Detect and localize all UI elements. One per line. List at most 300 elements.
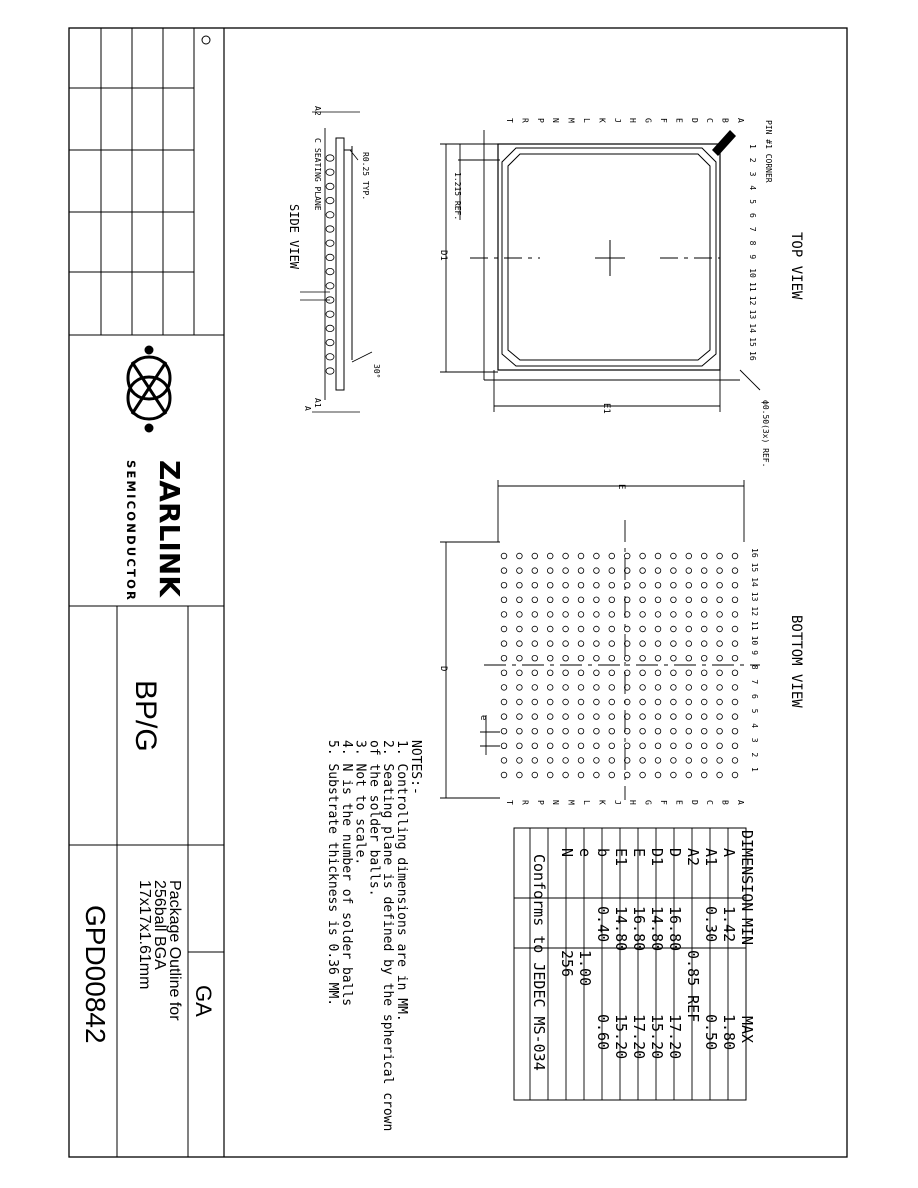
solder-ball xyxy=(671,743,677,749)
solder-ball xyxy=(563,582,569,588)
solder-ball xyxy=(655,582,661,588)
bottom-view-col-label: 14 xyxy=(750,577,759,587)
solder-ball xyxy=(732,655,738,661)
solder-ball xyxy=(640,612,646,618)
solder-ball xyxy=(671,699,677,705)
solder-ball xyxy=(624,743,630,749)
solder-ball xyxy=(640,772,646,778)
substrate xyxy=(336,138,344,390)
solder-ball xyxy=(578,728,584,734)
solder-ball xyxy=(501,728,507,734)
solder-ball xyxy=(532,670,538,676)
solder-ball xyxy=(594,772,600,778)
solder-ball xyxy=(609,626,615,632)
table-footer: Conforms to JEDEC MS-034 xyxy=(530,854,548,1071)
solder-ball xyxy=(717,758,723,764)
bottom-view-col-label: 1 xyxy=(750,767,759,772)
solder-ball xyxy=(640,670,646,676)
solder-ball xyxy=(671,772,677,778)
table-min-cell: 14.80 xyxy=(612,906,630,952)
solder-ball xyxy=(517,582,523,588)
solder-ball xyxy=(701,582,707,588)
solder-ball xyxy=(686,772,692,778)
bottom-view-col-label: 15 xyxy=(750,562,759,573)
table-dimension-cell: E1 xyxy=(612,848,630,867)
solder-ball xyxy=(517,655,523,661)
solder-ball xyxy=(717,743,723,749)
solder-ball xyxy=(609,772,615,778)
a2-label: A2 xyxy=(313,106,322,116)
solder-ball xyxy=(686,670,692,676)
note-line: 3. Not to scale. xyxy=(352,740,368,866)
bottom-view-col-label: 6 xyxy=(750,694,759,699)
top-view-col-label: 9 xyxy=(748,254,757,260)
solder-ball xyxy=(717,714,723,720)
solder-ball xyxy=(655,670,661,676)
solder-ball xyxy=(732,626,738,632)
logo-mark xyxy=(128,347,170,431)
seating-plane-label: SEATING PLANE xyxy=(313,148,322,211)
solder-ball xyxy=(609,568,615,574)
solder-ball xyxy=(686,743,692,749)
solder-ball xyxy=(655,553,661,559)
solder-ball xyxy=(732,699,738,705)
solder-ball xyxy=(701,728,707,734)
bottom-view-col-label: 13 xyxy=(750,591,759,602)
zarlink-logo xyxy=(124,347,186,602)
solder-ball xyxy=(501,641,507,647)
side-solder-ball xyxy=(326,254,334,260)
angle-label: 30° xyxy=(372,364,381,379)
table-max-cell: 0.60 xyxy=(594,1014,612,1051)
solder-ball xyxy=(671,685,677,691)
solder-ball xyxy=(732,728,738,734)
note-line: 2. Seating plane is defined by the spherical crown xyxy=(380,740,396,1132)
solder-ball xyxy=(578,714,584,720)
solder-ball xyxy=(609,714,615,720)
solder-ball xyxy=(563,743,569,749)
top-view-row-label: L xyxy=(582,118,591,123)
notes xyxy=(325,740,423,1131)
solder-ball xyxy=(655,626,661,632)
bottom-view-col-label: 3 xyxy=(750,737,759,743)
solder-ball xyxy=(578,568,584,574)
dimension-table xyxy=(514,828,756,1100)
table-min-cell: 16.80 xyxy=(630,906,648,952)
solder-ball xyxy=(547,743,553,749)
solder-ball xyxy=(563,685,569,691)
solder-ball xyxy=(717,728,723,734)
top-view-row-label: G xyxy=(643,118,653,123)
solder-ball xyxy=(594,699,600,705)
datum-c-label: C xyxy=(313,138,322,143)
solder-ball xyxy=(532,612,538,618)
solder-ball xyxy=(640,568,646,574)
bottom-view-row-label: E xyxy=(674,800,684,805)
top-view-row-label: E xyxy=(674,118,684,123)
table-max-cell: 15.20 xyxy=(648,1014,666,1060)
solder-ball xyxy=(732,772,738,778)
note-line: 5. Substrate thickness is 0.36 MM. xyxy=(325,740,340,1007)
bottom-view-row-label: P xyxy=(535,800,545,805)
solder-ball xyxy=(701,758,707,764)
solder-ball xyxy=(532,568,538,574)
solder-ball xyxy=(547,655,553,661)
solder-ball xyxy=(609,582,615,588)
solder-ball xyxy=(609,655,615,661)
solder-ball xyxy=(532,641,538,647)
a-label: A xyxy=(303,406,312,411)
bottom-view-row-label: T xyxy=(505,800,514,805)
solder-ball xyxy=(578,655,584,661)
solder-ball xyxy=(732,568,738,574)
top-view-row-label: F xyxy=(659,118,668,123)
solder-ball xyxy=(686,612,692,618)
solder-ball xyxy=(671,641,677,647)
side-solder-ball xyxy=(326,197,334,203)
solder-ball xyxy=(532,582,538,588)
solder-ball xyxy=(640,714,646,720)
solder-ball xyxy=(547,758,553,764)
bottom-view-col-label: 4 xyxy=(750,723,759,729)
side-solder-ball xyxy=(326,155,334,161)
side-solder-ball xyxy=(326,169,334,175)
solder-ball xyxy=(671,582,677,588)
bottom-view-col-label: 16 xyxy=(750,548,759,558)
bottom-view-row-label: C xyxy=(705,800,715,805)
solder-ball xyxy=(578,597,584,603)
solder-ball xyxy=(501,743,507,749)
solder-ball xyxy=(671,758,677,764)
top-view-title: TOP VIEW xyxy=(788,232,804,300)
top-view-row-label: H xyxy=(628,118,638,123)
package-code: BP/G xyxy=(129,680,162,752)
solder-ball xyxy=(501,553,507,559)
die-outline xyxy=(502,148,716,366)
side-solder-ball xyxy=(326,268,334,274)
solder-ball xyxy=(594,553,600,559)
d1-dimension-label: D1 xyxy=(438,250,448,261)
solder-ball xyxy=(717,626,723,632)
solder-ball xyxy=(517,553,523,559)
table-dimension-cell: E xyxy=(630,848,648,858)
solder-ball xyxy=(655,612,661,618)
note-line: 4. N is the number of solder balls xyxy=(338,740,354,1007)
solder-ball xyxy=(671,670,677,676)
solder-ball xyxy=(671,714,677,720)
solder-ball xyxy=(701,655,707,661)
solder-ball xyxy=(717,568,723,574)
solder-ball xyxy=(671,597,677,603)
note-line: of the solder balls. xyxy=(366,740,382,897)
top-view-col-label: 2 xyxy=(748,157,757,163)
solder-ball xyxy=(594,758,600,764)
solder-ball xyxy=(686,553,692,559)
d-dimension-label: D xyxy=(438,666,448,672)
solder-ball xyxy=(547,714,553,720)
solder-ball xyxy=(717,772,723,778)
solder-ball xyxy=(717,685,723,691)
solder-ball xyxy=(732,597,738,603)
solder-ball xyxy=(701,597,707,603)
solder-ball xyxy=(547,626,553,632)
bottom-view-col-label: 7 xyxy=(750,679,759,685)
solder-ball xyxy=(517,626,523,632)
solder-ball xyxy=(624,553,630,559)
table-min-cell: 14.80 xyxy=(648,906,666,952)
top-view-row-label: J xyxy=(612,118,622,123)
top-view-col-label: 6 xyxy=(748,213,757,218)
solder-ball xyxy=(717,641,723,647)
solder-ball xyxy=(594,597,600,603)
table-dimension-cell: D1 xyxy=(648,848,666,867)
solder-ball xyxy=(686,699,692,705)
solder-ball xyxy=(547,568,553,574)
bottom-view-row-label: F xyxy=(659,800,668,805)
solder-ball xyxy=(686,597,692,603)
pitch-e-label: e xyxy=(478,715,488,721)
bottom-view-row-label: H xyxy=(628,800,638,805)
solder-ball xyxy=(717,655,723,661)
table-max-cell: 1.80 xyxy=(720,1014,738,1051)
solder-ball xyxy=(532,597,538,603)
solder-ball xyxy=(624,655,630,661)
solder-ball xyxy=(624,626,630,632)
top-view-row-label: A xyxy=(736,118,745,123)
solder-ball xyxy=(609,699,615,705)
solder-ball xyxy=(609,597,615,603)
solder-ball xyxy=(501,568,507,574)
solder-ball xyxy=(671,568,677,574)
side-view-title: SIDE VIEW xyxy=(287,204,301,270)
table-dimension-cell: A xyxy=(720,848,738,858)
top-view-col-label: 1 xyxy=(748,144,757,149)
solder-ball xyxy=(578,743,584,749)
bottom-view-col-label: 12 xyxy=(750,606,759,617)
solder-ball xyxy=(547,728,553,734)
top-view-row-label: D xyxy=(689,118,699,123)
solder-ball xyxy=(732,612,738,618)
side-view xyxy=(287,106,381,412)
top-view-col-label: 11 xyxy=(748,282,757,292)
solder-ball xyxy=(578,758,584,764)
solder-ball xyxy=(686,626,692,632)
solder-ball xyxy=(532,758,538,764)
table-span-cell: 1.00 xyxy=(576,950,594,987)
solder-ball xyxy=(717,597,723,603)
solder-ball xyxy=(547,670,553,676)
solder-ball xyxy=(578,641,584,647)
solder-ball xyxy=(547,641,553,647)
solder-ball xyxy=(594,582,600,588)
a1-label: A1 xyxy=(313,398,322,408)
top-view-row-label: R xyxy=(520,118,530,123)
table-max-cell: 17.20 xyxy=(630,1014,648,1060)
side-solder-ball xyxy=(326,226,334,232)
bottom-view-col-label: 5 xyxy=(750,708,759,714)
top-view-col-label: 3 xyxy=(748,171,757,177)
top-view-row-label: B xyxy=(720,118,730,123)
solder-ball xyxy=(517,685,523,691)
bottom-view-title: BOTTOM VIEW xyxy=(788,615,804,708)
solder-ball xyxy=(655,655,661,661)
revision-block xyxy=(69,28,224,335)
solder-ball xyxy=(563,553,569,559)
top-view-row-label: P xyxy=(535,118,545,123)
pin1-corner-label: PIN #1 CORNER xyxy=(764,120,773,183)
solder-ball xyxy=(532,553,538,559)
side-solder-ball xyxy=(326,283,334,289)
table-max-cell: 0.50 xyxy=(702,1014,720,1051)
e-dimension-label: E xyxy=(616,484,626,490)
solder-ball xyxy=(578,685,584,691)
solder-ball xyxy=(594,626,600,632)
ref-1215-label: 1.215 REF. xyxy=(453,172,462,221)
solder-ball xyxy=(547,612,553,618)
solder-ball xyxy=(517,772,523,778)
solder-ball xyxy=(732,670,738,676)
solder-ball xyxy=(501,714,507,720)
solder-ball xyxy=(655,699,661,705)
solder-ball xyxy=(517,670,523,676)
e1-dimension-label: E1 xyxy=(601,403,611,414)
solder-ball xyxy=(517,568,523,574)
table-span-cell: 0.85 REF xyxy=(684,950,702,1023)
solder-ball xyxy=(640,553,646,559)
solder-ball xyxy=(501,582,507,588)
solder-ball xyxy=(701,626,707,632)
table-header: MIN xyxy=(738,918,756,946)
ball-grid xyxy=(501,553,738,778)
solder-ball xyxy=(594,612,600,618)
solder-ball xyxy=(532,772,538,778)
solder-ball xyxy=(594,714,600,720)
top-view-col-label: 10 xyxy=(748,268,757,278)
table-max-cell: 15.20 xyxy=(612,1014,630,1060)
solder-ball xyxy=(501,699,507,705)
solder-ball xyxy=(609,612,615,618)
solder-ball xyxy=(701,568,707,574)
solder-ball xyxy=(732,582,738,588)
solder-ball xyxy=(609,728,615,734)
bottom-view-col-label: 9 xyxy=(750,650,759,656)
solder-ball xyxy=(655,728,661,734)
solder-ball xyxy=(501,758,507,764)
solder-ball xyxy=(547,685,553,691)
bottom-view-row-label: J xyxy=(612,800,622,805)
table-min-cell: 16.80 xyxy=(666,906,684,952)
bottom-view-row-label: A xyxy=(736,800,745,805)
top-view-row-label: M xyxy=(566,118,576,123)
solder-ball xyxy=(671,612,677,618)
top-view-col-label: 8 xyxy=(748,240,757,246)
solder-ball xyxy=(655,568,661,574)
bottom-view-col-label: 2 xyxy=(750,752,759,758)
company-subtitle: SEMICONDUCTOR xyxy=(124,460,138,603)
solder-ball xyxy=(517,641,523,647)
solder-ball xyxy=(640,641,646,647)
solder-ball xyxy=(517,728,523,734)
solder-ball xyxy=(547,582,553,588)
solder-ball xyxy=(517,612,523,618)
solder-ball xyxy=(547,772,553,778)
solder-ball xyxy=(609,641,615,647)
table-min-cell: 0.40 xyxy=(594,906,612,943)
solder-ball xyxy=(563,670,569,676)
top-view-col-label: 15 xyxy=(748,337,757,347)
solder-ball xyxy=(640,699,646,705)
side-solder-ball xyxy=(326,212,334,218)
solder-ball xyxy=(501,655,507,661)
solder-ball xyxy=(594,641,600,647)
solder-ball xyxy=(701,743,707,749)
solder-ball xyxy=(701,714,707,720)
solder-ball xyxy=(732,685,738,691)
solder-ball xyxy=(563,714,569,720)
solder-ball xyxy=(686,582,692,588)
solder-ball xyxy=(701,685,707,691)
solder-ball xyxy=(655,743,661,749)
solder-ball xyxy=(594,655,600,661)
solder-ball xyxy=(701,641,707,647)
solder-ball xyxy=(686,685,692,691)
solder-ball xyxy=(686,641,692,647)
solder-ball xyxy=(563,728,569,734)
bottom-view-col-label: 10 xyxy=(750,635,759,646)
top-view-row-label: C xyxy=(705,118,715,123)
solder-ball xyxy=(609,758,615,764)
solder-ball xyxy=(517,743,523,749)
solder-ball xyxy=(578,553,584,559)
solder-ball xyxy=(686,655,692,661)
solder-ball xyxy=(563,758,569,764)
solder-ball xyxy=(732,714,738,720)
table-min-cell: 0.30 xyxy=(702,906,720,943)
solder-ball xyxy=(701,553,707,559)
solder-ball xyxy=(717,553,723,559)
side-solder-ball xyxy=(326,240,334,246)
solder-ball xyxy=(732,641,738,647)
solder-ball xyxy=(517,758,523,764)
solder-ball xyxy=(578,612,584,618)
solder-ball xyxy=(517,714,523,720)
bottom-view-row-label: G xyxy=(643,800,653,805)
side-solder-ball xyxy=(326,354,334,360)
solder-ball xyxy=(640,597,646,603)
side-solder-ball xyxy=(326,368,334,374)
bottom-view-col-label: 8 xyxy=(750,664,759,670)
table-min-cell: 1.42 xyxy=(720,906,738,943)
solder-ball xyxy=(563,612,569,618)
table-header: MAX xyxy=(738,1016,756,1044)
solder-ball xyxy=(732,743,738,749)
bottom-view-row-label: L xyxy=(582,800,591,805)
solder-ball xyxy=(501,772,507,778)
solder-ball xyxy=(640,626,646,632)
bottom-view-row-label: N xyxy=(551,800,561,805)
bottom-view-row-label: M xyxy=(566,800,576,805)
bottom-view-row-label: R xyxy=(520,800,530,805)
solder-ball xyxy=(671,553,677,559)
side-solder-ball xyxy=(326,311,334,317)
package-description-line: 256ball BGA xyxy=(151,880,168,970)
notes-title: NOTES:- xyxy=(408,740,423,795)
solder-ball xyxy=(594,670,600,676)
solder-ball xyxy=(594,743,600,749)
phi-ref-label: ϕ0.50(3x) REF. xyxy=(761,400,770,468)
note-line: 1. Controlling dimensions are in MM. xyxy=(394,740,409,1022)
solder-ball xyxy=(547,553,553,559)
